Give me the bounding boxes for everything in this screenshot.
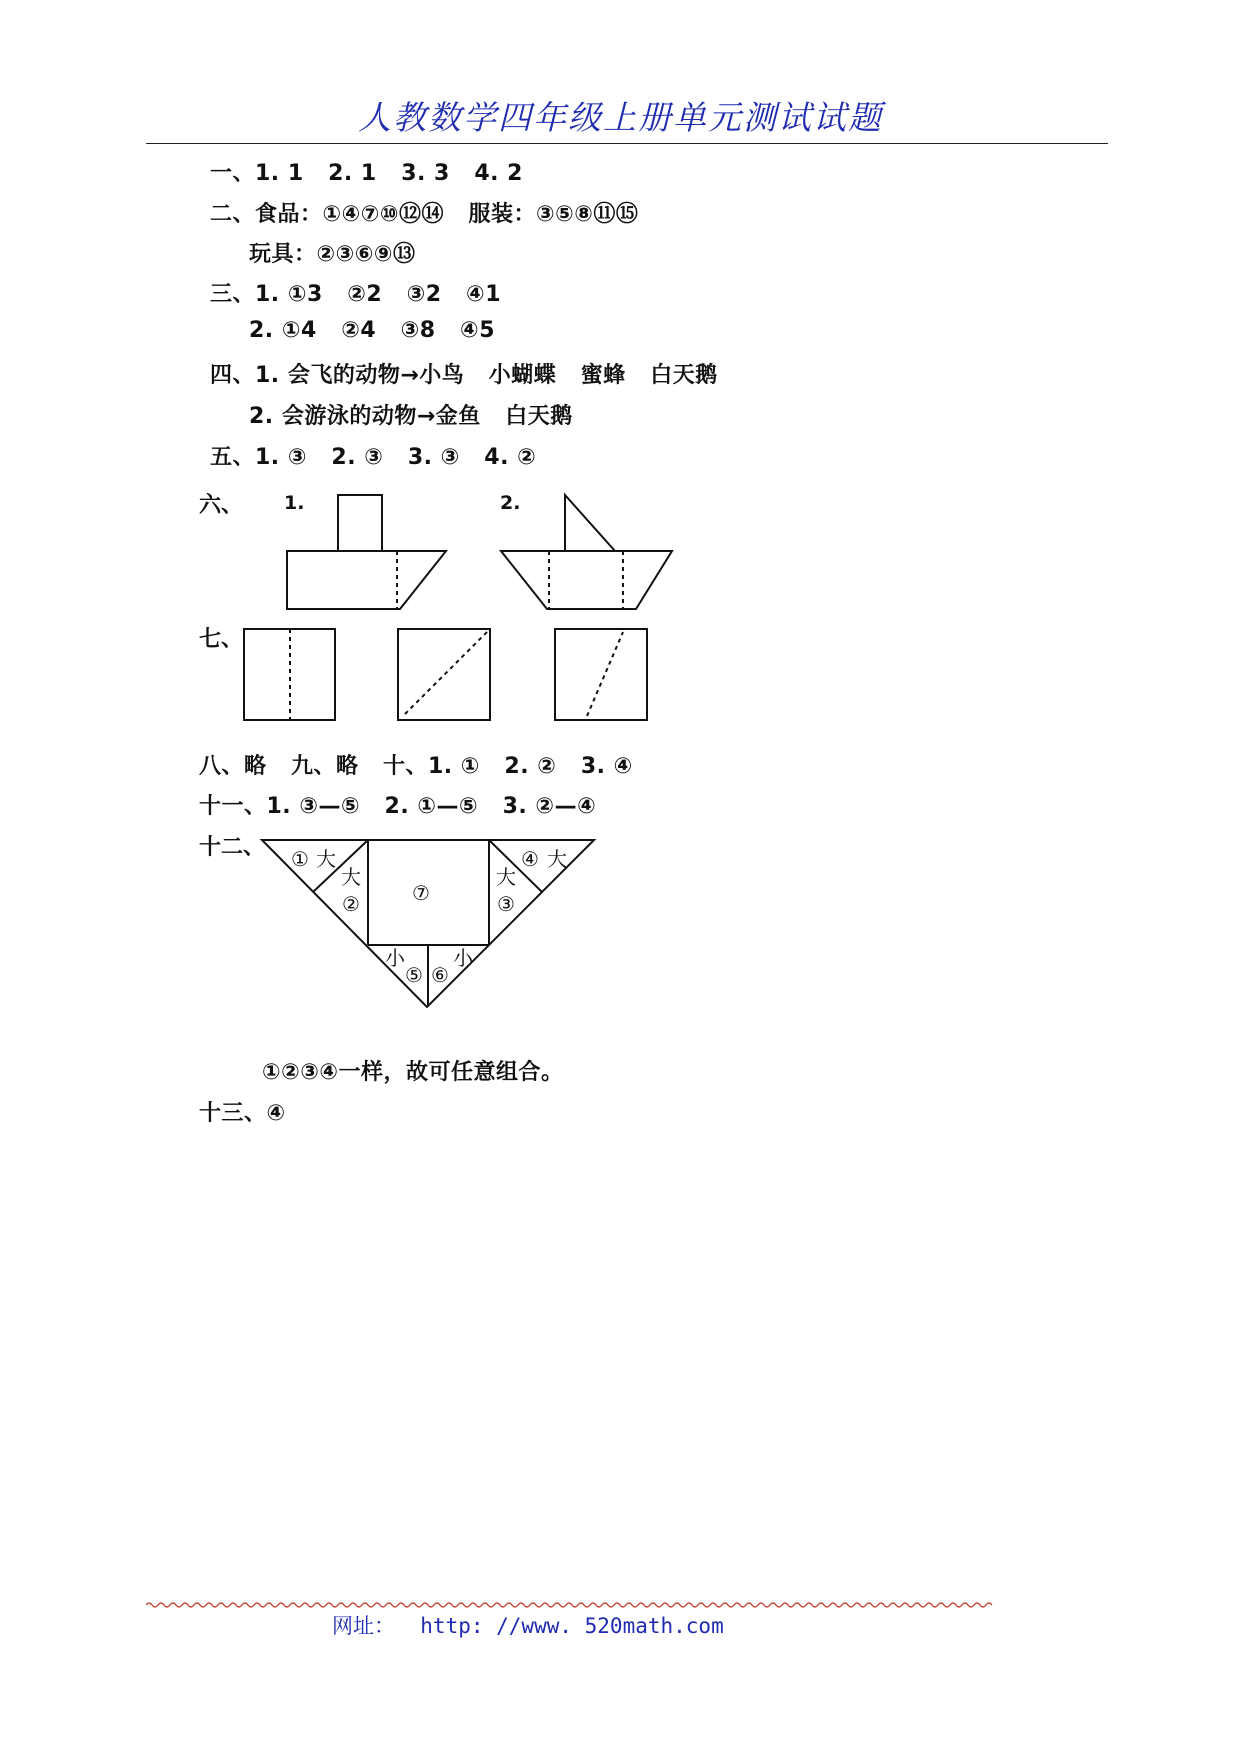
q12-piece6-number: ⑥ xyxy=(431,963,449,987)
answer-q2-line1: 二、食品：①④⑦⑩⑫⑭ 服装：③⑤⑧⑪⑮ xyxy=(210,202,639,227)
q12-piece7-number: ⑦ xyxy=(412,881,430,905)
q12-piece5-number: ⑤ xyxy=(405,963,423,987)
answer-q4-line2: 2. 会游泳的动物→金鱼 白天鹅 xyxy=(249,404,573,429)
answer-q4-line1: 四、1. 会飞的动物→小鸟 小蝴蝶 蜜蜂 白天鹅 xyxy=(210,363,718,388)
q6-figure2-label: 2. xyxy=(500,492,521,514)
q12-piece1-number: ① xyxy=(291,847,309,871)
q12-piece5-size: 小 xyxy=(385,946,405,970)
answer-q13: 十三、④ xyxy=(199,1101,286,1126)
q12-piece3-number: ③ xyxy=(497,892,515,916)
answer-q7-label: 七、 xyxy=(199,627,244,652)
page-title: 人教数学四年级上册单元测试试题 xyxy=(358,98,883,137)
answer-q11: 十一、1. ③—⑤ 2. ①—⑤ 3. ②—④ xyxy=(199,794,597,819)
footer-url[interactable]: 网址： http: //www. 520math.com xyxy=(332,1614,724,1638)
q12-piece4-size: 大 xyxy=(547,847,567,871)
q12-piece2-number: ② xyxy=(342,892,360,916)
q12-piece3-size: 大 xyxy=(496,865,516,889)
answer-q6-label: 六、 xyxy=(199,493,244,518)
q12-piece2-size: 大 xyxy=(341,865,361,889)
answer-q2-line2: 玩具：②③⑥⑨⑬ xyxy=(249,242,416,267)
answer-q5: 五、1. ③ 2. ③ 3. ③ 4. ② xyxy=(210,445,537,470)
q12-piece4-number: ④ xyxy=(521,847,539,871)
answer-q12-note: ①②③④一样，故可任意组合。 xyxy=(262,1060,564,1085)
answer-q1: 一、1. 1 2. 1 3. 3 4. 2 xyxy=(210,161,523,186)
answer-q3-line1: 三、1. ①3 ②2 ③2 ④1 xyxy=(210,282,501,307)
answer-q3-line2: 2. ①4 ②4 ③8 ④5 xyxy=(249,318,495,343)
q12-piece6-size: 小 xyxy=(453,946,473,970)
answer-q8-10: 八、略 九、略 十、1. ① 2. ② 3. ④ xyxy=(199,754,633,779)
q6-figure1-label: 1. xyxy=(284,492,305,514)
footer-divider xyxy=(146,1601,1096,1609)
answer-q12-label: 十二、 xyxy=(199,835,266,860)
q12-piece1-size: 大 xyxy=(316,847,336,871)
